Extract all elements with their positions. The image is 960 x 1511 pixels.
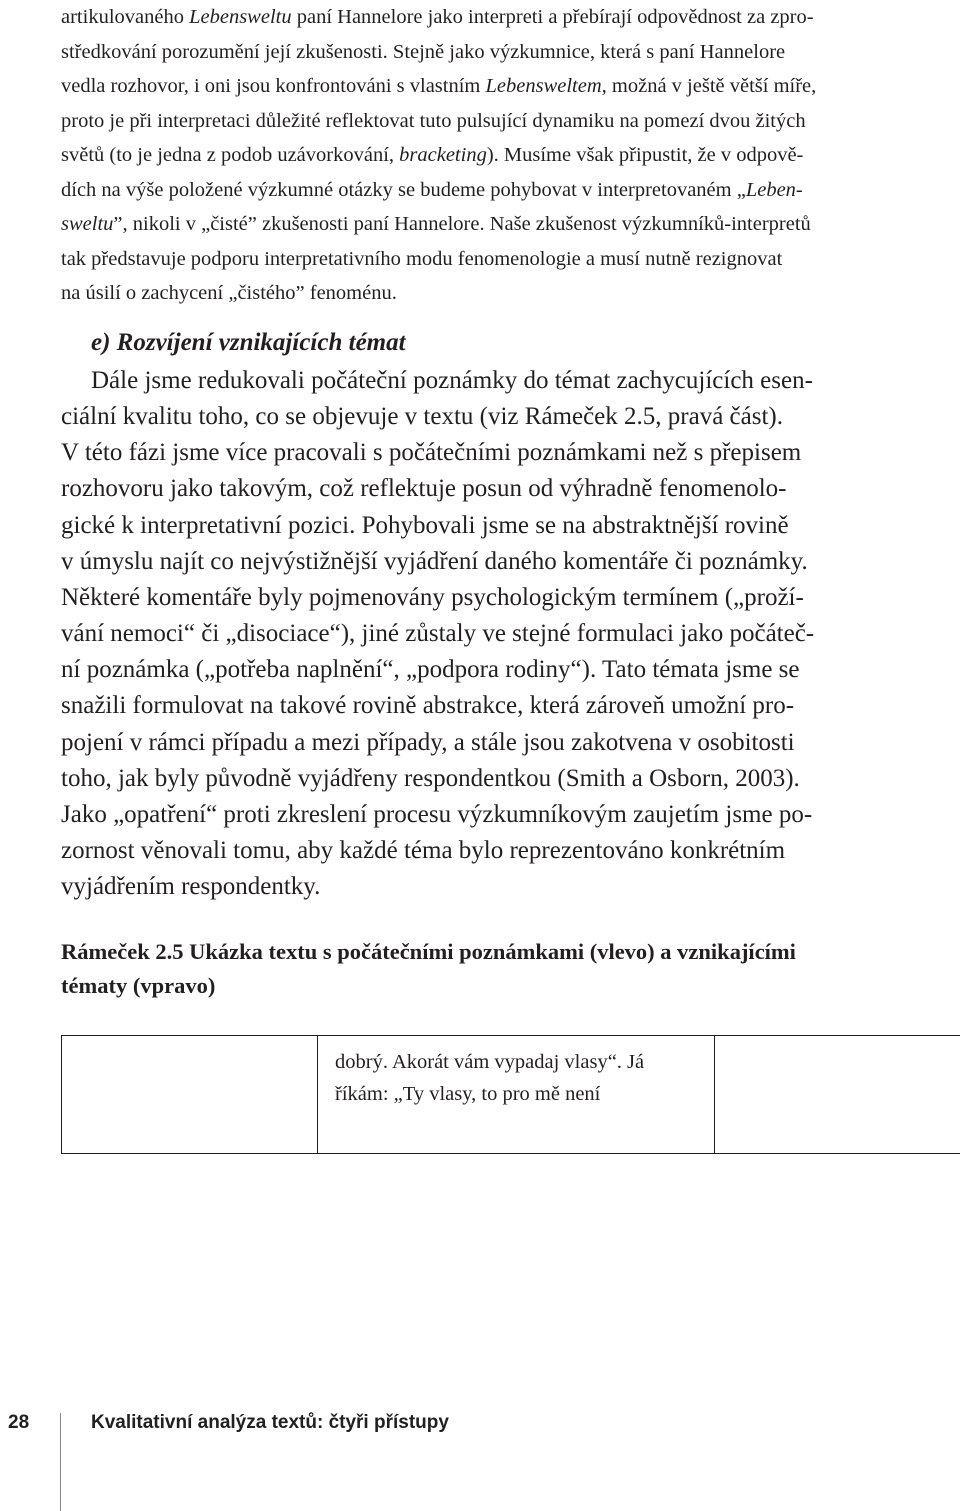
- paragraph-line: [61, 207, 954, 242]
- running-footer-title: Kvalitativní analýza textů: čtyři přístupy: [91, 1412, 449, 1433]
- sample-text-table: [61, 1035, 960, 1154]
- text-run: proto je při interpretaci důležité reflektovat tuto pulsující dynamiku na pomezí dvou žitých: [61, 109, 806, 132]
- paragraph-line: V této fázi jsme více pracovali s počátečními poznámkami než s přepisem: [61, 439, 802, 467]
- box-caption: [61, 935, 954, 1003]
- section-heading: e) Rozvíjení vznikajících témat: [91, 329, 406, 356]
- paragraph-line: snažili formulovat na takové rovině abstrakce, která zároveň umožní pro-: [61, 692, 795, 720]
- paragraph-continuation: [61, 0, 954, 311]
- paragraph-line: [61, 104, 954, 139]
- paragraph-line: Některé komentáře byly pojmenovány psychologickým termínem („proží-: [61, 583, 804, 611]
- italic-term: sweltu: [61, 213, 114, 235]
- text-run: dích na výše položené výzkumné otázky se budeme pohybovat v interpretovaném „: [61, 178, 746, 201]
- transcript-line: říkám: „Ty vlasy, to pro mě není: [335, 1083, 601, 1105]
- paragraph-line: vyjádřením respondentky.: [61, 873, 321, 901]
- paragraph-line: [61, 69, 954, 104]
- text-run: na úsilí o zachycení „čistého” fenoménu.: [61, 282, 397, 304]
- italic-term: Lebensweltu: [189, 6, 292, 28]
- footer-divider: [60, 1413, 61, 1511]
- text-run: paní Hannelore jako interpreti a přebírají odpovědnost za zpro-: [291, 6, 814, 28]
- transcript-cell: [335, 1046, 705, 1110]
- paragraph-line: [61, 276, 954, 311]
- text-run: světů (to je jedna z podob uzávorkování,: [61, 144, 400, 166]
- paragraph-line: [61, 35, 954, 70]
- page-number: 28: [8, 1412, 30, 1433]
- italic-term: Leben-: [745, 178, 803, 201]
- text-run: ”, nikoli v „čisté” zkušenosti paní Hannelore. Naše zkušenost výzkumníků-interpretů: [113, 213, 811, 235]
- paragraph-line: ní poznámka („potřeba naplnění“, „podpora rodiny“). Tato témata jsme se: [61, 656, 800, 684]
- paragraph-line: Jako „opatření“ proti zkreslení procesu výzkumníkovým zaujetím jsme po-: [61, 800, 813, 828]
- paragraph-line: pojení v rámci případu a mezi případy, a stále jsou zakotvena v osobitosti: [61, 728, 795, 756]
- italic-term: bracketing: [399, 144, 487, 166]
- text-run: , možná v ještě větší míře,: [601, 75, 817, 97]
- text-run: ). Musíme však připustit, že v odpově-: [486, 144, 804, 166]
- text-run: středkování porozumění její zkušenosti. Stejně jako výzkumnice, která s paní Hannelore: [61, 40, 786, 63]
- paragraph-line: v úmyslu najít co nejvýstižnější vyjádření daného komentáře či poznámky.: [61, 547, 808, 575]
- text-run: artikulovaného: [61, 6, 190, 28]
- paragraph-line: [61, 0, 954, 35]
- paragraph-line: zornost věnovali tomu, aby každé téma bylo reprezentováno konkrétním: [61, 837, 786, 865]
- paragraph-line: [61, 173, 954, 208]
- box-caption-line: tématy (vpravo): [61, 973, 216, 998]
- paragraph-line: rozhovoru jako takovým, což reflektuje posun od výhradně fenomenolo-: [61, 475, 787, 503]
- transcript-line: dobrý. Akorát vám vypadaj vlasy“. Já: [335, 1051, 645, 1073]
- column-divider-right: [714, 1036, 715, 1153]
- paragraph-line: [61, 138, 954, 173]
- text-run: vedla rozhovor, i oni jsou konfrontováni s vlastním: [61, 75, 486, 97]
- section-paragraph: [61, 363, 954, 905]
- text-run: tak představuje podporu interpretativního modu fenomenologie a musí nutně rezignovat: [61, 247, 783, 270]
- box-caption-line: Rámeček 2.5 Ukázka textu s počátečními poznámkami (vlevo) a vznikajícími: [61, 939, 796, 964]
- paragraph-line: ciální kvalitu toho, co se objevuje v textu (viz Rámeček 2.5, pravá část).: [61, 403, 783, 431]
- paragraph-line: vání nemoci“ či „disociace“), jiné zůstaly ve stejné formulaci jako počáteč-: [61, 620, 815, 648]
- paragraph-line: Dále jsme redukovali počáteční poznámky do témat zachycujících esen-: [91, 367, 813, 394]
- italic-term: Lebensweltem: [485, 75, 602, 97]
- paragraph-line: [61, 242, 954, 277]
- paragraph-line: gické k interpretativní pozici. Pohybovali jsme se na abstraktnější rovině: [61, 511, 789, 539]
- paragraph-line: toho, jak byly původně vyjádřeny respondentkou (Smith a Osborn, 2003).: [61, 764, 800, 792]
- column-divider-left: [317, 1036, 318, 1153]
